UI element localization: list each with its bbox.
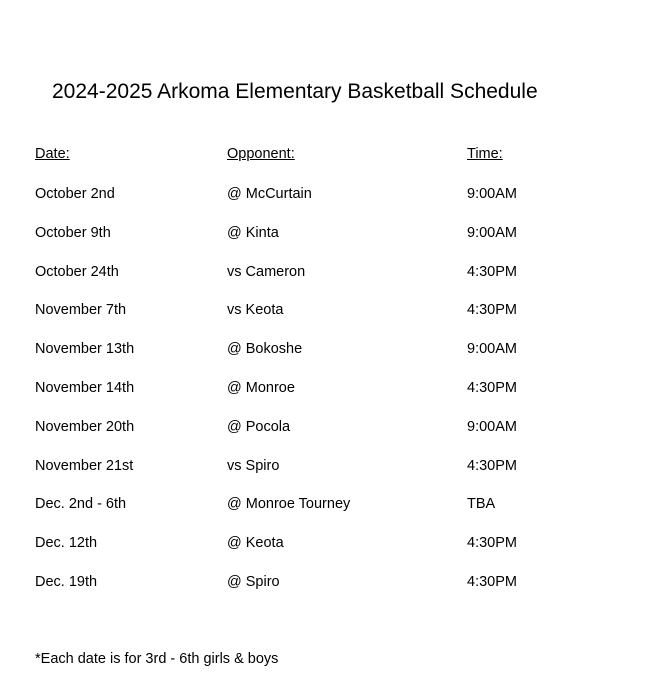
table-header-row <box>35 144 635 184</box>
schedule-table <box>35 144 635 611</box>
game-opponent: vs Spiro <box>227 457 280 474</box>
game-time: 9:00AM <box>467 341 517 358</box>
game-time: 9:00AM <box>467 186 517 202</box>
game-date: November 13th <box>35 341 135 358</box>
game-opponent: @ Pocola <box>227 418 291 435</box>
game-time: 4:30PM <box>467 535 517 552</box>
column-header-opponent: Opponent: <box>227 146 295 162</box>
footnote: *Each date is for 3rd - 6th girls & boys <box>35 651 279 667</box>
table-row <box>35 300 635 339</box>
game-date: November 7th <box>35 302 127 319</box>
table-row <box>35 378 635 417</box>
column-header-time: Time: <box>467 146 503 162</box>
game-opponent: @ Bokoshe <box>227 341 303 358</box>
table-row <box>35 572 635 611</box>
table-row <box>35 456 635 495</box>
game-opponent: @ Monroe <box>227 379 295 396</box>
game-time: 9:00AM <box>467 224 517 241</box>
game-time: 4:30PM <box>467 379 517 396</box>
game-time: 4:30PM <box>467 457 517 474</box>
game-time: 4:30PM <box>467 573 517 590</box>
game-time: TBA <box>467 496 496 513</box>
game-time: 4:30PM <box>467 263 517 280</box>
table-row <box>35 184 635 223</box>
table-row <box>35 417 635 456</box>
game-opponent: vs Cameron <box>227 263 306 280</box>
game-date: Dec. 12th <box>35 535 98 552</box>
game-date: October 2nd <box>35 186 115 202</box>
game-date: Dec. 2nd - 6th <box>35 496 127 513</box>
table-row <box>35 262 635 301</box>
column-header-date: Date: <box>35 146 70 162</box>
game-time: 9:00AM <box>467 418 517 435</box>
game-date: October 24th <box>35 263 119 280</box>
game-opponent: @ Monroe Tourney <box>227 496 351 513</box>
table-row <box>35 494 635 533</box>
game-date: November 21st <box>35 457 134 474</box>
game-opponent: @ Keota <box>227 535 284 552</box>
game-date: Dec. 19th <box>35 573 98 590</box>
game-date: November 20th <box>35 418 135 435</box>
page-title: 2024-2025 Arkoma Elementary Basketball Schedule <box>52 80 538 103</box>
game-opponent: @ Kinta <box>227 224 279 241</box>
game-date: November 14th <box>35 379 135 396</box>
game-opponent: @ Spiro <box>227 573 280 590</box>
game-opponent: vs Keota <box>227 302 284 319</box>
game-time: 4:30PM <box>467 302 517 319</box>
table-row <box>35 339 635 378</box>
game-opponent: @ McCurtain <box>227 186 312 202</box>
table-row <box>35 223 635 262</box>
table-row <box>35 533 635 572</box>
game-date: October 9th <box>35 224 111 241</box>
